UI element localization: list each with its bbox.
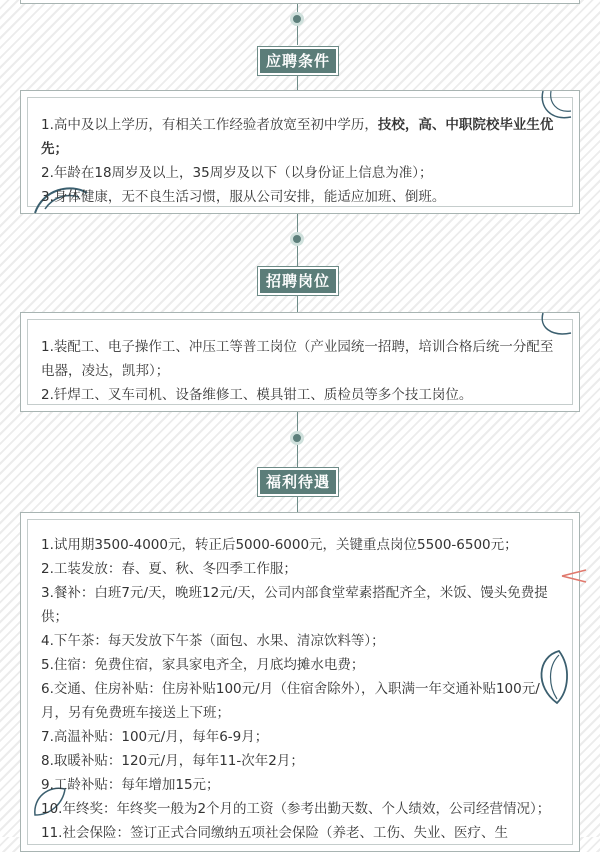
benefits-card <box>20 512 580 852</box>
section-title-badge <box>257 266 339 296</box>
pin-icon <box>290 431 304 445</box>
connector-line <box>297 76 298 90</box>
section-title: 福利待遇 <box>260 470 336 494</box>
list-item: 3.餐补：白班7元/天，晚班12元/天，公司内部食堂荤素搭配齐全，米饭、馒头免费提供； <box>41 585 548 625</box>
section-title-badge <box>257 467 339 497</box>
previous-card-edge <box>20 0 580 4</box>
list-item: 5.住宿：免费住宿，家具家电齐全，月底均摊水电费； <box>41 657 365 673</box>
list-item: 2.钎焊工、叉车司机、设备维修工、模具钳工、质检员等多个技工岗位。 <box>41 387 473 403</box>
list-item: 1.试用期3500-4000元，转正后5000-6000元，关键重点岗位5500-6500元； <box>41 537 518 553</box>
positions-list <box>41 335 555 407</box>
list-item: 2.工装发放：春、夏、秋、冬四季工作服； <box>41 561 297 577</box>
list-item: 10.年终奖：年终奖一般为2个月的工资（参考出勤天数、个人绩效，公司经营情况）； <box>41 801 551 817</box>
benefits-list <box>41 533 555 845</box>
list-item: 1.高中及以上学历，有相关工作经验者放宽至初中学历，技校，高、中职院校毕业生优先； <box>41 117 554 157</box>
list-item: 8.取暖补贴：120元/月，每年11-次年2月； <box>41 753 304 769</box>
list-item: 3.身体健康，无不良生活习惯，服从公司安排，能适应加班、倒班。 <box>41 189 446 205</box>
list-item: 2.年龄在18周岁及以上，35周岁及以下（以身份证上信息为准）； <box>41 165 433 181</box>
pin-icon <box>290 12 304 26</box>
requirements-list <box>41 113 555 209</box>
list-item: 6.交通、住房补贴：住房补贴100元/月（住宿舍除外），入职满一年交通补贴100元/月，另有免费班车接送上下班； <box>41 681 540 721</box>
section-title-badge <box>257 46 339 76</box>
list-item: 11.社会保险：签订正式合同缴纳五项社会保险（养老、工伤、失业、医疗、生 <box>41 825 508 841</box>
connector-line <box>297 497 298 512</box>
list-item: 4.下午茶：每天发放下午茶（面包、水果、清凉饮料等）； <box>41 633 385 649</box>
list-item: 1.装配工、电子操作工、冲压工等普工岗位（产业园统一招聘，培训合格后统一分配至电器，凌达，凯邦）； <box>41 339 554 379</box>
section-title: 招聘岗位 <box>260 269 336 293</box>
list-item: 7.高温补贴：100元/月，每年6-9月； <box>41 729 269 745</box>
requirements-card <box>20 90 580 214</box>
connector-line <box>297 296 298 312</box>
positions-card <box>20 312 580 412</box>
list-item: 9.工龄补贴：每年增加15元； <box>41 777 220 793</box>
pin-icon <box>290 232 304 246</box>
section-title: 应聘条件 <box>260 49 336 73</box>
